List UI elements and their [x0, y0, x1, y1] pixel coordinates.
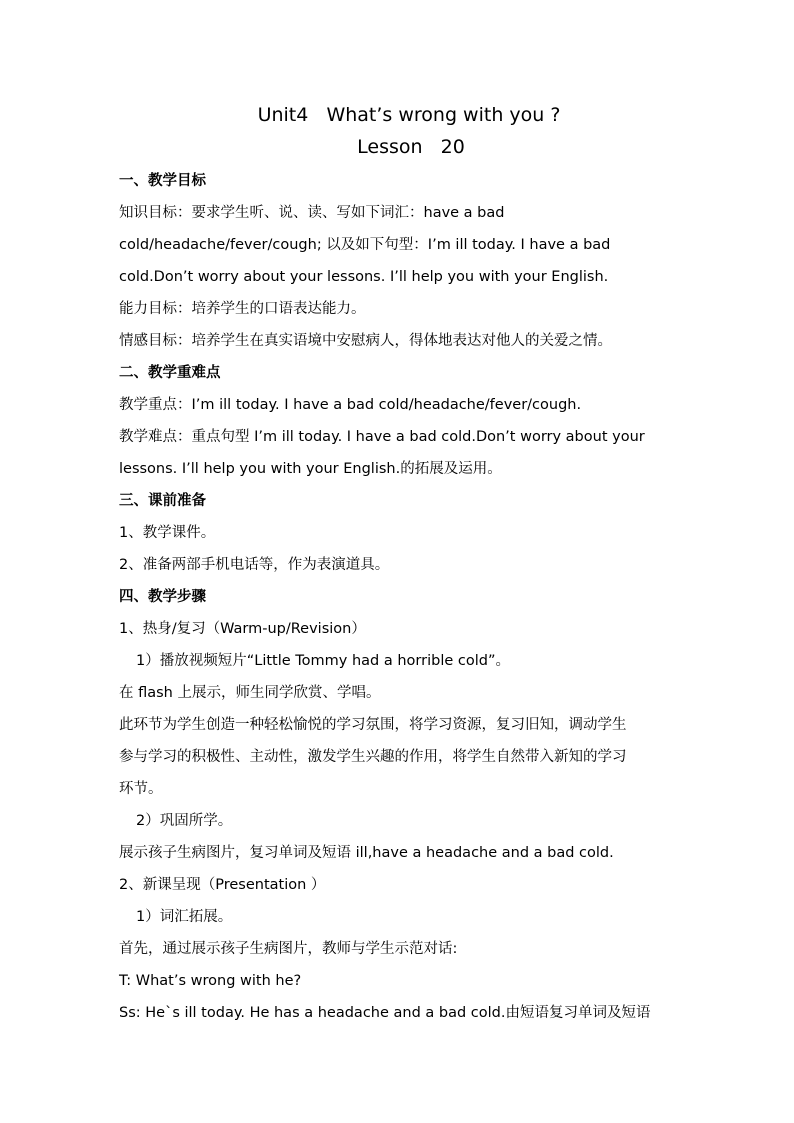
paragraph-line: 教学难点：重点句型 I’m ill today. I have a bad cold.Don’t worry about your [119, 429, 645, 445]
dialogue-line: Ss: He`s ill today. He has a headache and a bad cold.由短语复习单词及短语 [119, 1005, 651, 1021]
paragraph-line: 展示孩子生病图片，复习单词及短语 ill,have a headache and a bad cold. [119, 845, 614, 861]
paragraph-line: 此环节为学生创造一种轻松愉悦的学习氛围，将学习资源，复习旧知，调动学生 [119, 717, 627, 733]
section-heading-objectives: 一、教学目标 [119, 173, 206, 189]
document-subtitle: Lesson 20 [357, 136, 465, 158]
document-title: Unit4 What’s wrong with you ? [257, 104, 561, 126]
section-heading-preparation: 三、课前准备 [119, 493, 206, 509]
sub-step: 2）巩固所学。 [136, 813, 233, 829]
step-heading-warmup: 1、热身/复习（Warm-up/Revision） [119, 621, 366, 637]
paragraph-line: 知识目标：要求学生听、说、读、写如下词汇：have a bad [119, 205, 505, 221]
paragraph-line: 情感目标：培养学生在真实语境中安慰病人，得体地表达对他人的关爱之情。 [119, 333, 612, 349]
section-heading-key-points: 二、教学重难点 [119, 365, 221, 381]
paragraph-line: cold.Don’t worry about your lessons. I’ll help you with your English. [119, 269, 609, 285]
section-heading-steps: 四、教学步骤 [119, 589, 206, 605]
paragraph-line: lessons. I’ll help you with your English.的拓展及运用。 [119, 461, 502, 477]
paragraph-line: 参与学习的积极性、主动性，激发学生兴趣的作用，将学生自然带入新知的学习 [119, 749, 627, 765]
step-heading-presentation: 2、新课呈现（Presentation ） [119, 877, 326, 893]
paragraph-line: 教学重点：I’m ill today. I have a bad cold/headache/fever/cough. [119, 397, 582, 413]
list-item: 2、准备两部手机电话等，作为表演道具。 [119, 557, 390, 573]
paragraph-line: 环节。 [119, 781, 163, 797]
sub-step: 1）词汇拓展。 [136, 909, 233, 925]
paragraph-line: 在 flash 上展示，师生同学欣赏、学唱。 [119, 685, 381, 701]
paragraph-line: 首先，通过展示孩子生病图片，教师与学生示范对话: [119, 941, 458, 957]
list-item: 1、教学课件。 [119, 525, 216, 541]
sub-step: 1）播放视频短片“Little Tommy had a horrible cold”。 [136, 653, 510, 669]
paragraph-line: 能力目标：培养学生的口语表达能力。 [119, 301, 366, 317]
paragraph-line: cold/headache/fever/cough; 以及如下句型：I’m ill today. I have a bad [119, 237, 611, 253]
dialogue-line: T: What’s wrong with he? [119, 973, 302, 989]
